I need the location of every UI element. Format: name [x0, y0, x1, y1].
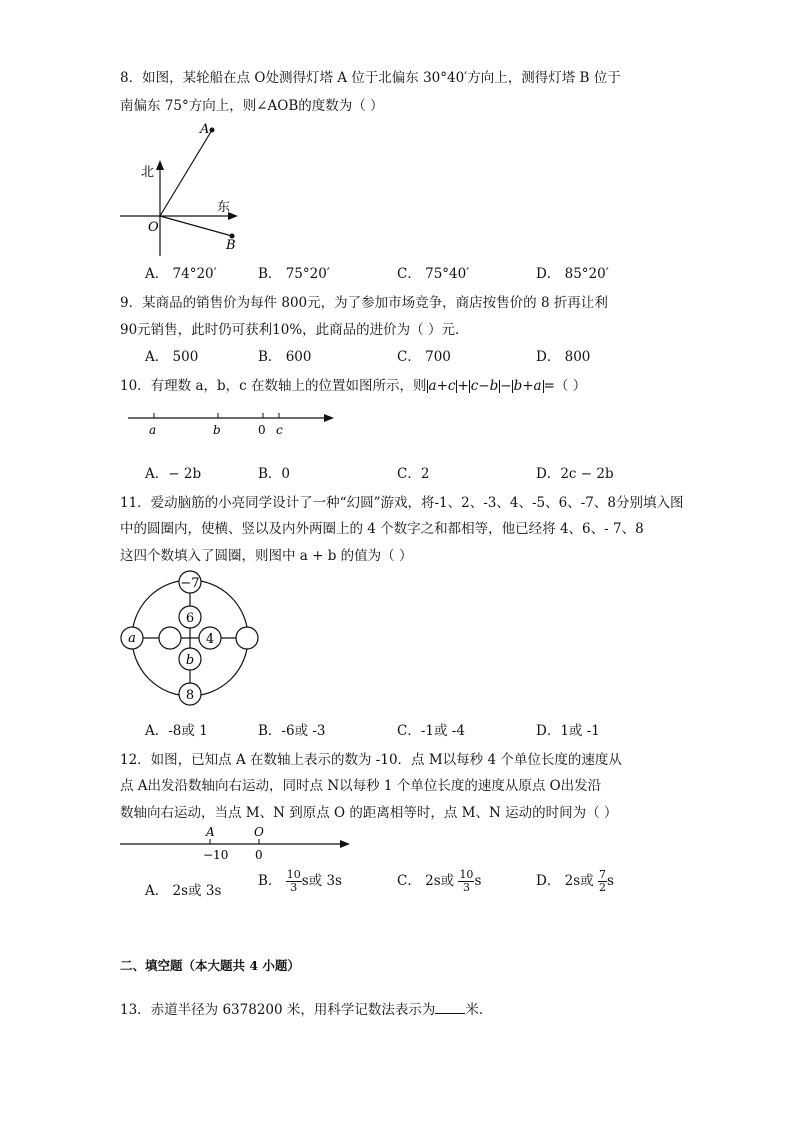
q12-text-line3: 数轴向右运动，当点 M、N 到原点 O 的距离相等时，点 M、N 运动的时间为（ ） — [120, 805, 618, 821]
q13-text — [120, 998, 492, 1018]
q11-option-a: A．-8或 1 — [145, 723, 208, 739]
q11-text-line3: 这四个数填入了圆圈，则图中 a + b 的值为（ ） — [120, 548, 413, 564]
q10-abs1: a+c — [428, 378, 456, 394]
q12-option-d-numerator: 7 — [598, 868, 606, 881]
q11-value-inner-top: 6 — [185, 611, 195, 626]
q9-text-line1: 9．某商品的销售价为每件 800元，为了参加市场竞争，商店按售价的 8 折再让利 — [120, 295, 608, 311]
q8-figure — [116, 118, 251, 258]
q12-text-line2: 点 A出发沿数轴向右运动，同时点 N以每秒 1 个单位长度的速度从原点 O出发沿 — [120, 778, 602, 794]
q12-option-c-denominator: 3 — [462, 881, 470, 894]
q12-option-c-tail: s — [474, 873, 482, 889]
q10-option-b: B．0 — [258, 466, 291, 482]
q11-option-d: D．1或 -1 — [536, 723, 600, 739]
q8-label-b: B — [226, 238, 236, 253]
q12-option-b-label: B． — [258, 873, 282, 889]
q8-option-d: D． 85°20′ — [536, 266, 609, 282]
q10-label-b: b — [213, 423, 221, 437]
q12-option-d-fraction — [598, 869, 607, 894]
q8-label-north: 北 — [141, 165, 155, 180]
q10-label-zero: 0 — [258, 423, 266, 437]
q11-value-bottom: 8 — [185, 688, 195, 703]
q10-suffix: =（ ） — [543, 378, 587, 394]
q12-option-b-tail: s或 3s — [301, 873, 342, 889]
q11-option-c: C．-1或 -4 — [397, 723, 465, 739]
q10-abs3: b+a — [513, 378, 542, 394]
q12-option-c-label: C． 2s或 — [397, 873, 455, 889]
q9-option-d: D． 800 — [536, 349, 591, 365]
q9-option-c: C． 700 — [397, 349, 451, 365]
q12-option-a: A． 2s或 3s — [145, 883, 222, 899]
q11-value-right-inner: 4 — [205, 632, 215, 647]
q8-option-a: A． 74°20′ — [145, 266, 217, 282]
q11-option-b: B．-6或 -3 — [258, 723, 326, 739]
q8-ray-oa — [160, 130, 212, 216]
q12-option-c-fraction — [458, 869, 474, 894]
q12-option-d-tail: s — [606, 873, 614, 889]
q12-option-b-denominator: 3 — [290, 881, 298, 894]
q10-option-c: C．2 — [397, 466, 430, 482]
q11-text-line1: 11．爱动脑筋的小亮同学设计了一种“幻圆”游戏，将-1、2、-3、4、-5、6、-7、8分别填入图 — [120, 495, 684, 511]
q10-number-line — [126, 408, 338, 438]
q12-option-c-numerator: 10 — [459, 868, 474, 881]
q8-label-east: 东 — [217, 200, 231, 215]
q10-label-a: a — [149, 423, 157, 437]
q12-option-b-fraction — [286, 869, 302, 894]
q12-option-b — [258, 869, 342, 894]
q13-question: 13．赤道半径为 6378200 米，用科学记数法表示为 — [120, 1002, 436, 1018]
q12-option-d-label: D． 2s或 — [536, 873, 594, 889]
q10-prefix: 10．有理数 a，b，c 在数轴上的位置如图所示，则 — [120, 378, 427, 394]
q10-option-a: A．− 2b — [145, 466, 202, 482]
q11-value-inner-bottom: b — [185, 653, 195, 668]
q10-minus: − — [500, 378, 512, 394]
q12-value-o: 0 — [255, 848, 263, 862]
q8-label-a: A — [200, 122, 210, 137]
q12-text-line1: 12．如图，已知点 A 在数轴上表示的数为 -10．点 M以每秒 4 个单位长度的速度从 — [120, 752, 622, 768]
q11-node-right — [236, 627, 258, 649]
q11-magic-circle-figure — [114, 568, 266, 710]
q12-label-o: O — [254, 825, 264, 839]
q11-text-line2: 中的圆圈内，使横、竖以及内外两圈上的 4 个数字之和都相等，他已经将 4、6、- 7、8 — [120, 521, 644, 537]
q10-option-d: D．2c − 2b — [536, 466, 614, 482]
q10-label-c: c — [276, 423, 283, 437]
q10-text — [120, 374, 586, 394]
q9-option-b: B． 600 — [258, 349, 312, 365]
q8-ray-ob — [160, 216, 232, 236]
q8-text-line1: 8．如图，某轮船在点 O处测得灯塔 A 位于北偏东 30°40′方向上，测得灯塔 B 位于 — [120, 70, 621, 86]
q10-plus: + — [457, 378, 469, 394]
q10-abs2: c−b — [470, 378, 499, 394]
q11-node-inner-left — [159, 627, 181, 649]
q12-value-a: −10 — [203, 848, 229, 862]
q11-value-left: a — [128, 631, 136, 646]
q13-answer-blank[interactable] — [435, 1002, 465, 1014]
q11-value-top: −7 — [180, 576, 200, 591]
q9-option-a: A． 500 — [145, 349, 199, 365]
q9-text-line2: 90元销售，此时仍可获利10%，此商品的进价为（ ）元． — [120, 322, 469, 338]
q13-tail: 米． — [465, 1002, 493, 1018]
q8-text-line2: 南偏东 75°方向上，则∠AOB的度数为（ ） — [120, 98, 384, 114]
q8-label-o: O — [148, 220, 159, 235]
q8-option-b: B． 75°20′ — [258, 266, 330, 282]
section-2-title: 二、填空题（本大题共 4 小题） — [120, 958, 300, 973]
q12-option-b-numerator: 10 — [286, 868, 301, 881]
q12-option-d-denominator: 2 — [598, 881, 606, 894]
q12-option-d — [536, 869, 614, 894]
q12-label-a: A — [206, 825, 215, 839]
q12-number-line — [118, 824, 354, 864]
q12-option-c — [397, 869, 481, 894]
q8-option-c: C． 75°40′ — [397, 266, 470, 282]
